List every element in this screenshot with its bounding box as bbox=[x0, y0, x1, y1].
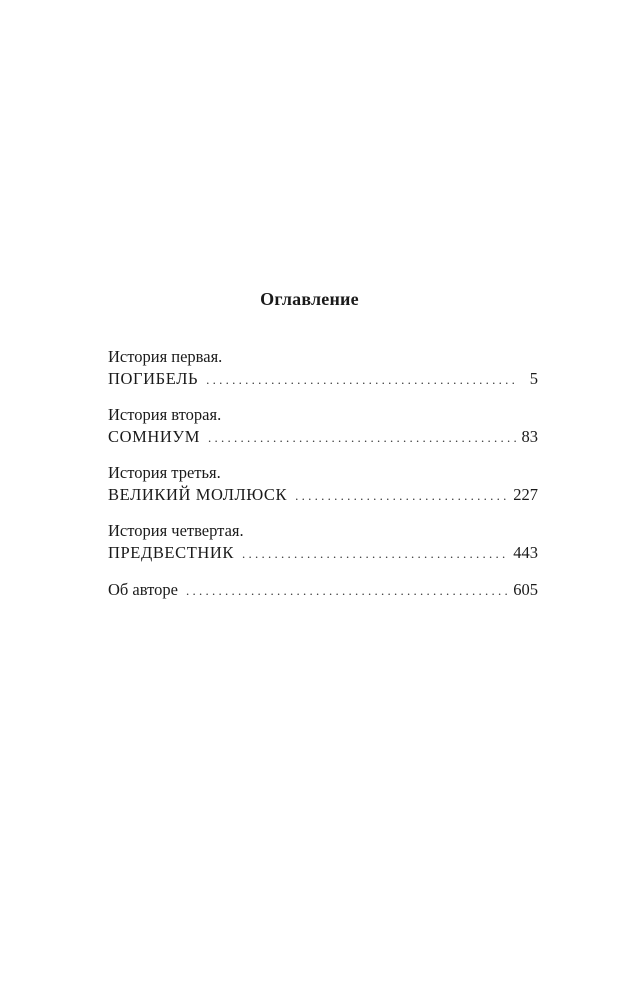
toc-entry-1[interactable] bbox=[108, 346, 538, 390]
toc-entry-line bbox=[108, 483, 538, 506]
toc-heading: Оглавление bbox=[260, 289, 359, 309]
toc-entry-line bbox=[108, 425, 538, 448]
dot-leader bbox=[295, 484, 507, 507]
dot-leader bbox=[206, 368, 518, 391]
dot-leader bbox=[208, 426, 516, 449]
toc-entry-subtitle: История первая. bbox=[108, 347, 223, 366]
toc-entry-title: Об авторе bbox=[108, 580, 178, 599]
dot-leader bbox=[186, 579, 507, 602]
toc-entry-line bbox=[108, 541, 538, 564]
toc-entry-3[interactable] bbox=[108, 462, 538, 506]
toc-entry-page-number: 605 bbox=[513, 580, 538, 599]
toc-entry-5[interactable] bbox=[108, 578, 538, 601]
toc-entry-subtitle: История четвертая. bbox=[108, 521, 244, 540]
toc-entry-title: ПРЕДВЕСТНИК bbox=[108, 543, 235, 562]
toc-entry-page-number: 443 bbox=[513, 543, 538, 562]
toc-entry-subtitle: История третья. bbox=[108, 463, 221, 482]
toc-entry-page-number: 5 bbox=[529, 369, 538, 388]
toc-entry-page-number: 227 bbox=[513, 485, 538, 504]
dot-leader bbox=[242, 542, 507, 565]
toc-entry-page-number: 83 bbox=[521, 427, 538, 446]
toc-entry-line bbox=[108, 367, 538, 390]
table-of-contents bbox=[108, 346, 538, 615]
toc-entry-title: ПОГИБЕЛЬ bbox=[108, 369, 199, 388]
toc-entry-4[interactable] bbox=[108, 520, 538, 564]
toc-entry-line bbox=[108, 578, 538, 601]
toc-entry-title: ВЕЛИКИЙ МОЛЛЮСК bbox=[108, 485, 288, 504]
toc-entry-title: СОМНИУМ bbox=[108, 427, 200, 446]
toc-entry-subtitle: История вторая. bbox=[108, 405, 222, 424]
toc-entry-2[interactable] bbox=[108, 404, 538, 448]
